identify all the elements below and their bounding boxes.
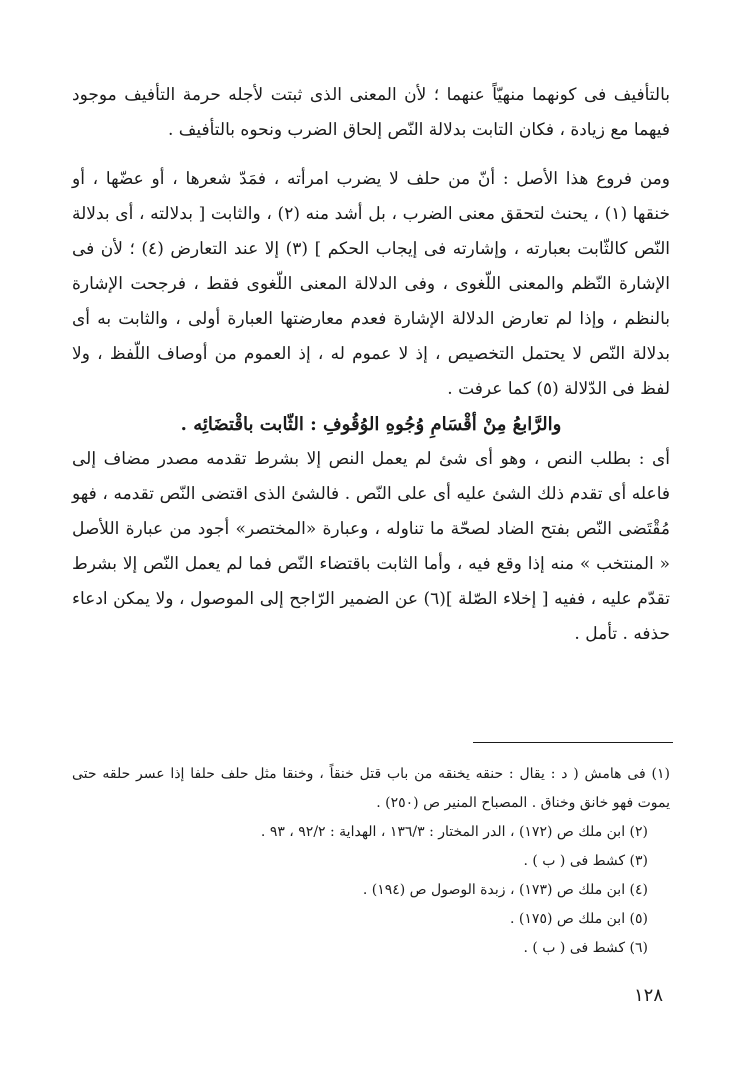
section-heading: والرَّابعُ مِنْ أقْسَامِ وُجُوهِ الوُقُوفِ : الثّابت باقْتضَائِه . [180, 414, 562, 435]
main-text-column [72, 78, 670, 652]
footnote: (٢) ابن ملك ص (١٧٢) ، الدر المختار : ١٣٦/٣ ، الهداية : ٩٢/٢ ، ٩٣ . [260, 824, 648, 840]
footnote: (٤) ابن ملك ص (١٧٣) ، زبدة الوصول ص (١٩٤) . [362, 882, 648, 898]
paragraph: ومن فروع هذا الأصل : أنّ من حلف لا يضرب امرأته ، فمَدّ شعرها ، أو عضّها ، أو خنقها (١) ، يحنث لتحقق معنى الضرب ، بل أشد منه (٢) ، والثابت [ بدلالته ، أى بدلالة النّص كالثّابت بعبارته ، وإشارته فى إيجاب الحكم ] (٣) إلا عند التعارض (٤) ؛ لأن فى الإشارة النّظم والمعنى اللّغوى ، وفى الدلالة المعنى اللّغوى فقط ، فرجحت الإشارة بالنظم ، وإذا لم تعارض الدلالة الإشارة فعدم معارضتها العبارة أولى ، والثابت به أى بدلالة النّص لا يحتمل التخصيص ، إذ لا عموم له ، إذ العموم من أوصاف اللّفظ ، ولا لفظ فى الدّلالة (٥) كما عرفت . [72, 169, 670, 399]
footnotes [72, 760, 670, 963]
paragraph: أى : بطلب النص ، وهو أى شئ لم يعمل النص إلا بشرط تقدمه مصدر مضاف إلى فاعله أى تقدم ذلك الشئ عليه أى على النّص . فالشئ الذى اقتضى النّص تقدمه ، فهو مُقْتَضى النّص بفتح الضاد لصحّة ما تناوله ، وعبارة «المختصر» أجود من عبارة اللأصل « المنتخب » منه إذا وقع فيه ، وأما الثابت باقتضاء النّص فما لم يعمل النّص إلا بشرط تقدّم عليه ، ففيه [ إخلاء الصّلة ](٦) عن الضمير الرّاجح إلى الموصول ، ولا يمكن ادعاء حذفه . تأمل . [72, 449, 670, 644]
main-text [72, 78, 670, 652]
paragraph: بالتأفيف فى كونهما منهيّاً عنهما ؛ لأن المعنى الذى ثبتت لأجله حرمة التأفيف موجود فيهما مع زيادة ، فكان التابت بدلالة النّص إلحاق الضرب ونحوه بالتأفيف . [72, 85, 670, 140]
footnote: (٦) كشط فى ( ب ) . [523, 940, 648, 956]
footnote-divider [473, 742, 673, 743]
page-number: ١٢٨ [633, 985, 663, 1006]
footnote: (٥) ابن ملك ص (١٧٥) . [510, 911, 648, 927]
footnote: (١) فى هامش ( د : يقال : حنقه يخنقه من باب قتل خنقاً ، وخنقا مثل حلف حلفا إذا عسر حلقه حتى يموت فهو خانق وخناق . المصباح المنير ص (٢٥٠) . [72, 766, 670, 811]
footnote: (٣) كشط فى ( ب ) . [523, 853, 648, 869]
